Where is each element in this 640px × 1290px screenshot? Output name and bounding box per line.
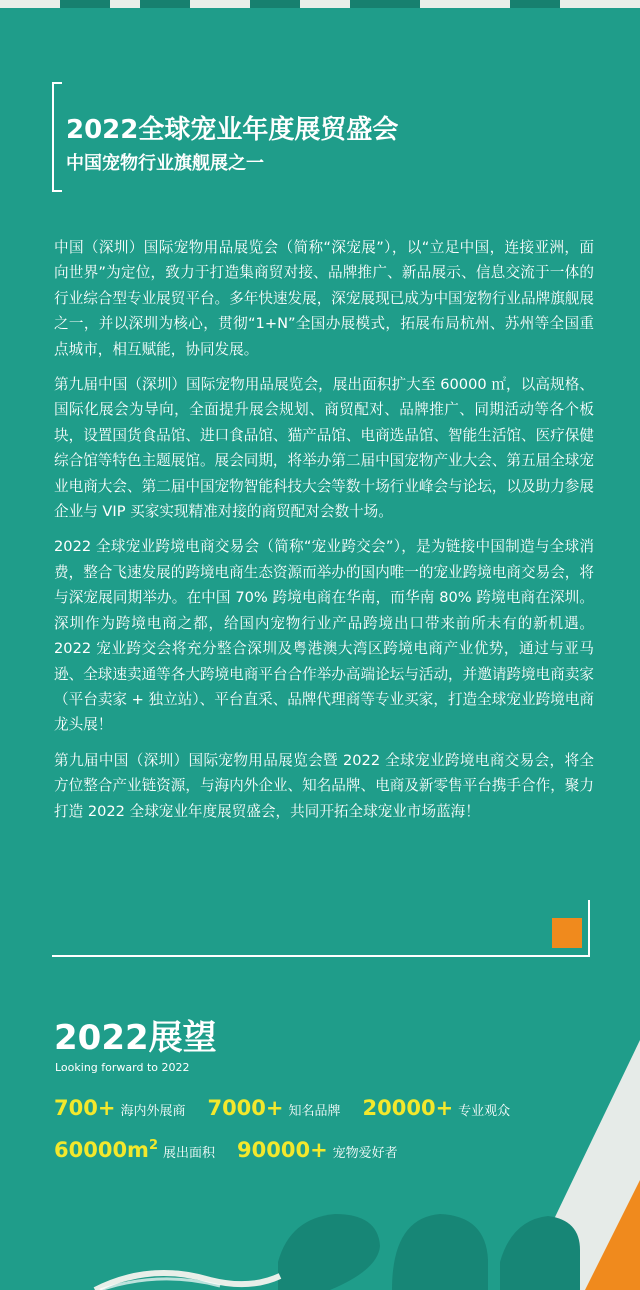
stat-label: 宠物爱好者 (332, 1146, 398, 1161)
stat-pet-lovers (237, 1136, 398, 1164)
outlook-title: 2022展望 (54, 1018, 217, 1058)
stat-value: 90000+ (237, 1138, 328, 1162)
title-bracket (52, 82, 62, 192)
page-subtitle: 中国宠物行业旗舰展之一 (66, 153, 264, 174)
stat-exhibitors (54, 1094, 185, 1122)
section-divider (52, 955, 590, 957)
stat-value: 20000+ (362, 1096, 454, 1120)
stats-row (54, 1132, 614, 1170)
stat-visitors (363, 1094, 511, 1122)
wave-decoration (100, 1279, 220, 1290)
stat-label: 知名品牌 (288, 1104, 341, 1119)
paragraph: 中国（深圳）国际宠物用品展览会（简称“深宠展”），以“立足中国，连接亚洲，面向世界”为定位，致力于打造集商贸对接、品牌推广、新品展示、信息交流于一体的行业综合型专业展贸平台。多年快速发展，深宠展现已成为中国宠物行业品牌旗舰展之一，并以深圳为核心，贯彻“1+N”全国办展模式，拓展布局杭州、苏州等全国重点城市，相互赋能，协同发展。 (54, 239, 594, 358)
stat-label: 专业观众 (458, 1104, 511, 1119)
stats-row (54, 1094, 614, 1132)
stat-brands (207, 1094, 340, 1122)
stat-value-sup: 2 (148, 1138, 158, 1153)
stat-label: 展出面积 (163, 1146, 216, 1161)
stat-label: 海内外展商 (120, 1104, 186, 1119)
watermark-2022 (278, 1214, 580, 1290)
paragraph: 2022 全球宠业跨境电商交易会（简称“宠业跨交会”），是为链接中国制造与全球消费，整合飞速发展的跨境电商生态资源而举办的国内唯一的宠业跨境电商交易会，将与深宠展同期举办。在中国 70% 跨境电商在华南，而华南 80% 跨境电商在深圳。深圳作为跨境电商之都，给国内宠物行业产品跨境出口带来前所未有的新机遇。2022 宠业跨交会将充分整合深圳及粤港澳大湾区跨境电商产业优势，通过与亚马逊、全球速卖通等各大跨境电商平台合作举办高端论坛与活动，并邀请跨境电商卖家（平台卖家 + 独立站）、平台直采、品牌代理商等专业买家，打造全球宠业跨境电商龙头展！ (54, 538, 594, 734)
page-title: 2022全球宠业年度展贸盛会 (66, 115, 399, 145)
orange-square-decoration (552, 918, 582, 948)
stat-value-main: 60000m (54, 1138, 149, 1162)
top-strip-segment (190, 0, 250, 8)
top-strip-segment (560, 0, 640, 8)
top-strip-segment (420, 0, 510, 8)
stat-value: 7000+ (207, 1096, 284, 1120)
divider-corner (588, 900, 590, 957)
stat-value (54, 1132, 158, 1164)
top-strip (0, 0, 640, 8)
paragraph: 第九届中国（深圳）国际宠物用品展览会，展出面积扩大至 60000 ㎡，以高规格、国际化展会为导向，全面提升展会规划、商贸配对、品牌推广、同期活动等各个板块，设置国货食品馆、进口食品馆、猫产品馆、电商选品馆、智能生活馆、医疗保健综合馆等特色主题展馆。展会同期，将举办第二届中国宠物产业大会、第五届全球宠业电商大会、第二届中国宠物智能科技大会等数十场行业峰会与论坛，以及助力参展企业与 VIP 买家实现精准对接的商贸配对会数十场。 (54, 376, 594, 521)
stat-value: 700+ (54, 1096, 116, 1120)
stat-area (54, 1132, 215, 1164)
paragraph: 第九届中国（深圳）国际宠物用品展览会暨 2022 全球宠业跨境电商交易会，将全方位整合产业链资源，与海内外企业、知名品牌、电商及新零售平台携手合作，聚力打造 2022 全球宠业年度展贸盛会，共同开拓全球宠业市场蓝海！ (54, 751, 594, 820)
outlook-subtitle: Looking forward to 2022 (55, 1061, 190, 1074)
top-strip-segment (300, 0, 350, 8)
top-strip-segment (110, 0, 140, 8)
stats-block (54, 1094, 614, 1170)
top-strip-segment (0, 0, 60, 8)
orange-diagonal-band (585, 1180, 640, 1290)
intro-body (54, 235, 594, 834)
wave-decoration (95, 1273, 280, 1290)
